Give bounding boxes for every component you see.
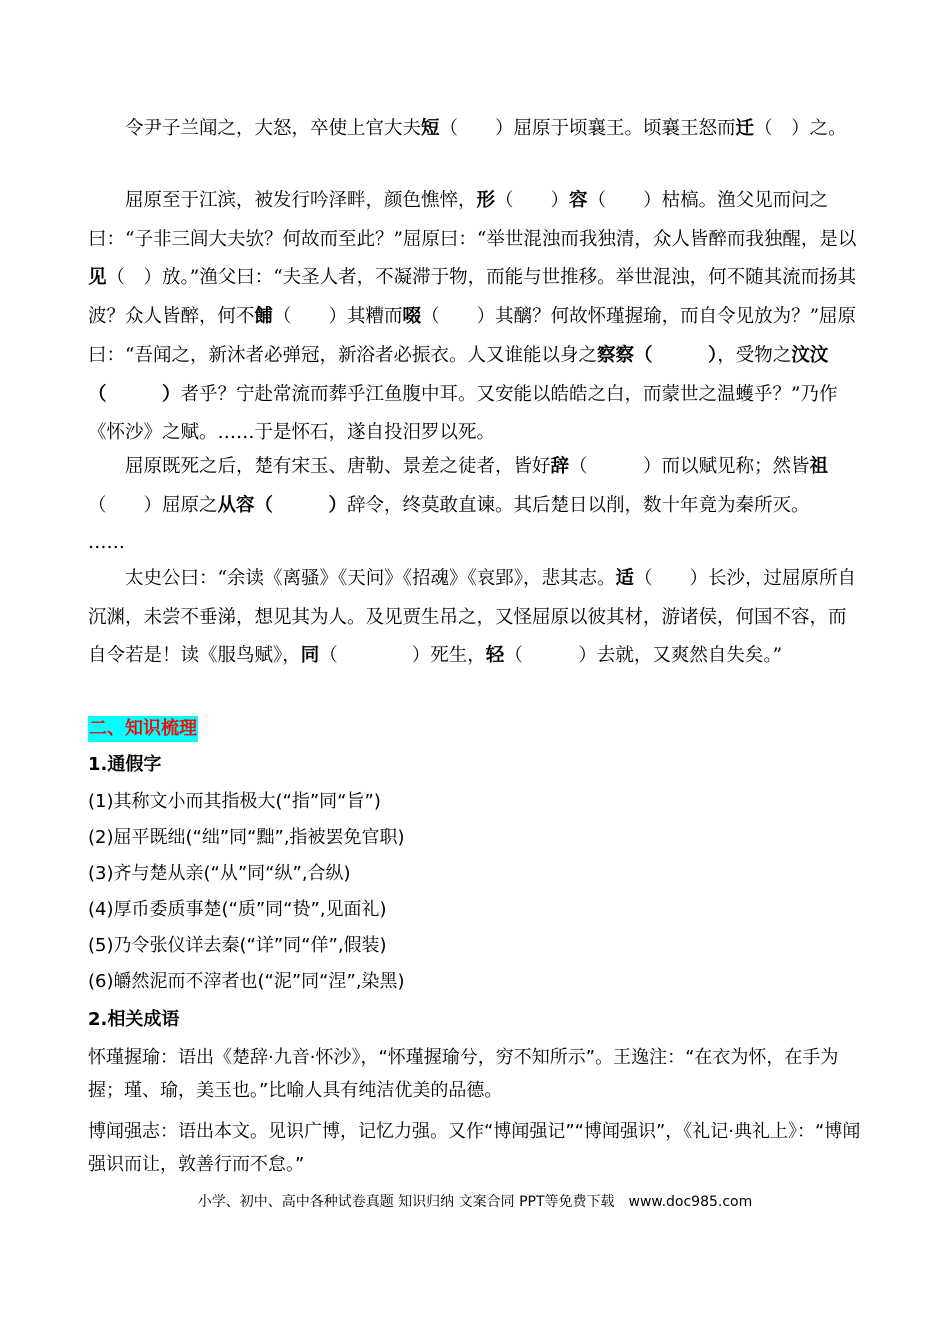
passage-text: （ ）放。”渔父曰：“夫圣人者，不凝滞于物，而能与世推移。举世混浊，何不随其流而扬其波？众人皆醉，何不 [88, 267, 857, 328]
passage-paragraph-1 [88, 110, 864, 149]
passage-text: （ ）其糟而 [273, 306, 403, 328]
list-item: (5)乃令张仪详去秦(“详”同“佯”,假装) [88, 935, 387, 956]
keyword: 祖 [809, 456, 829, 477]
passage-paragraph-2 [88, 182, 864, 453]
list-item: (1)其称文小而其指极大(“指”同“旨”) [88, 791, 381, 812]
passage-text: ，受物之 [717, 344, 792, 366]
keyword: 容 [569, 190, 588, 211]
keyword: 短 [421, 118, 440, 139]
passage-text: （ ）屈原之 [88, 494, 218, 516]
passage-text: （ ）长沙，过屈原所自沉渊，未尝不垂涕，想见其为人。及见贾生吊之，又怪屈原以彼其材，游诸侯，何国不容，而自令若是！读《服鸟赋》， [88, 568, 856, 667]
keyword: 见 [88, 267, 107, 289]
passage-text: 屈原至于江滨，被发行吟泽畔，颜色憔悴， [125, 190, 477, 211]
blank: （ ） [254, 494, 348, 516]
passage-text: （ ）其醨？何故怀瑾握瑜，而自令见放为？”屈原曰：“吾闻之，新沐者必弹冠，新浴者必振衣。人又谁能以身之 [88, 306, 857, 366]
passage-text: 者乎？宁赴常流而葬乎江鱼腹中耳。又安能以皓皓之白，而蒙世之温蠖乎？”乃作《怀沙》之赋。……于是怀石，遂自投汨罗以死。 [88, 383, 838, 444]
keyword: 适 [615, 568, 634, 589]
idiom-entry: 怀瑾握瑜：语出《楚辞·九音·怀沙》，“怀瑾握瑜兮，穷不知所示”。王逸注：“在衣为怀，在手为握；瑾、瑜，美玉也。”比喻人具有纯洁优美的品德。 [88, 1047, 839, 1101]
passage-ellipsis: …… [88, 532, 125, 553]
footer-text: 小学、初中、高中各种试卷真题 知识归纳 文案合同 PPT等免费下载 [197, 1194, 615, 1210]
passage-text: 屈原既死之后，楚有宋玉、唐勒、景差之徒者，皆好 [125, 456, 551, 477]
keyword: 迁 [735, 118, 755, 139]
passage-text: （ ）枯槁。渔父见而问之曰：“子非三闾大夫欤？何故而至此？”屈原曰：“举世混浊而我独清，众人皆醉而我独醒，是以 [88, 190, 857, 250]
passage-text: 辞令，终莫敢直谏。其后楚日以削，数十年竟为秦所灭。 [347, 494, 810, 516]
keyword: 汶汶 [791, 344, 829, 366]
passage-text: （ ）死生， [319, 645, 486, 667]
list-item: (6)皭然泥而不滓者也(“泥”同“涅”,染黑) [88, 971, 405, 992]
keyword: 同 [300, 645, 320, 667]
keyword: 餔 [254, 306, 274, 328]
idiom-entry: 博闻强志：语出本文。见识广博，记忆力强。又作“博闻强记”“博闻强识”，《礼记·典礼上》：“博闻强识而让，敦善行而不怠。” [88, 1121, 861, 1175]
passage-text: 令尹子兰闻之，大怒，卒使上官大夫 [125, 118, 422, 139]
list-item: (4)厚币委质事楚(“质”同“贽”,见面礼) [88, 899, 387, 920]
passage-paragraph-3 [88, 448, 864, 525]
blank: （ ） [88, 383, 181, 405]
subsection-title-tongjiazi: 1.通假字 [88, 754, 162, 775]
passage-text: （ ）之。 [754, 118, 847, 139]
section-title: 二、知识梳理 [88, 716, 198, 742]
keyword: 啜 [402, 306, 422, 328]
passage-text: （ ）而以赋见称；然皆 [569, 456, 810, 477]
list-item: (3)齐与楚从亲(“从”同“纵”,合纵) [88, 863, 351, 884]
keyword: 辞 [550, 456, 570, 477]
page-footer [0, 1192, 950, 1212]
passage-text: （ ）去就，又爽然自失矣。” [504, 645, 783, 667]
footer-site-link[interactable]: www.doc985.com [628, 1194, 753, 1210]
keyword: 轻 [485, 645, 505, 667]
blank: （ ） [633, 344, 718, 366]
list-item: (2)屈平既绌(“绌”同“黜”,指被罢免官职) [88, 827, 405, 848]
passage-text: （ ） [495, 190, 570, 211]
passage-text: 太史公曰：“余读《离骚》《天问》《招魂》《哀郢》，悲其志。 [125, 568, 616, 589]
keyword: 从容 [217, 494, 255, 516]
passage-paragraph-4 [88, 560, 864, 676]
subsection-title-idioms: 2.相关成语 [88, 1009, 180, 1030]
keyword: 形 [476, 190, 496, 211]
keyword: 察察 [596, 344, 634, 366]
passage-text: （ ）屈原于顷襄王。顷襄王怒而 [439, 118, 736, 139]
